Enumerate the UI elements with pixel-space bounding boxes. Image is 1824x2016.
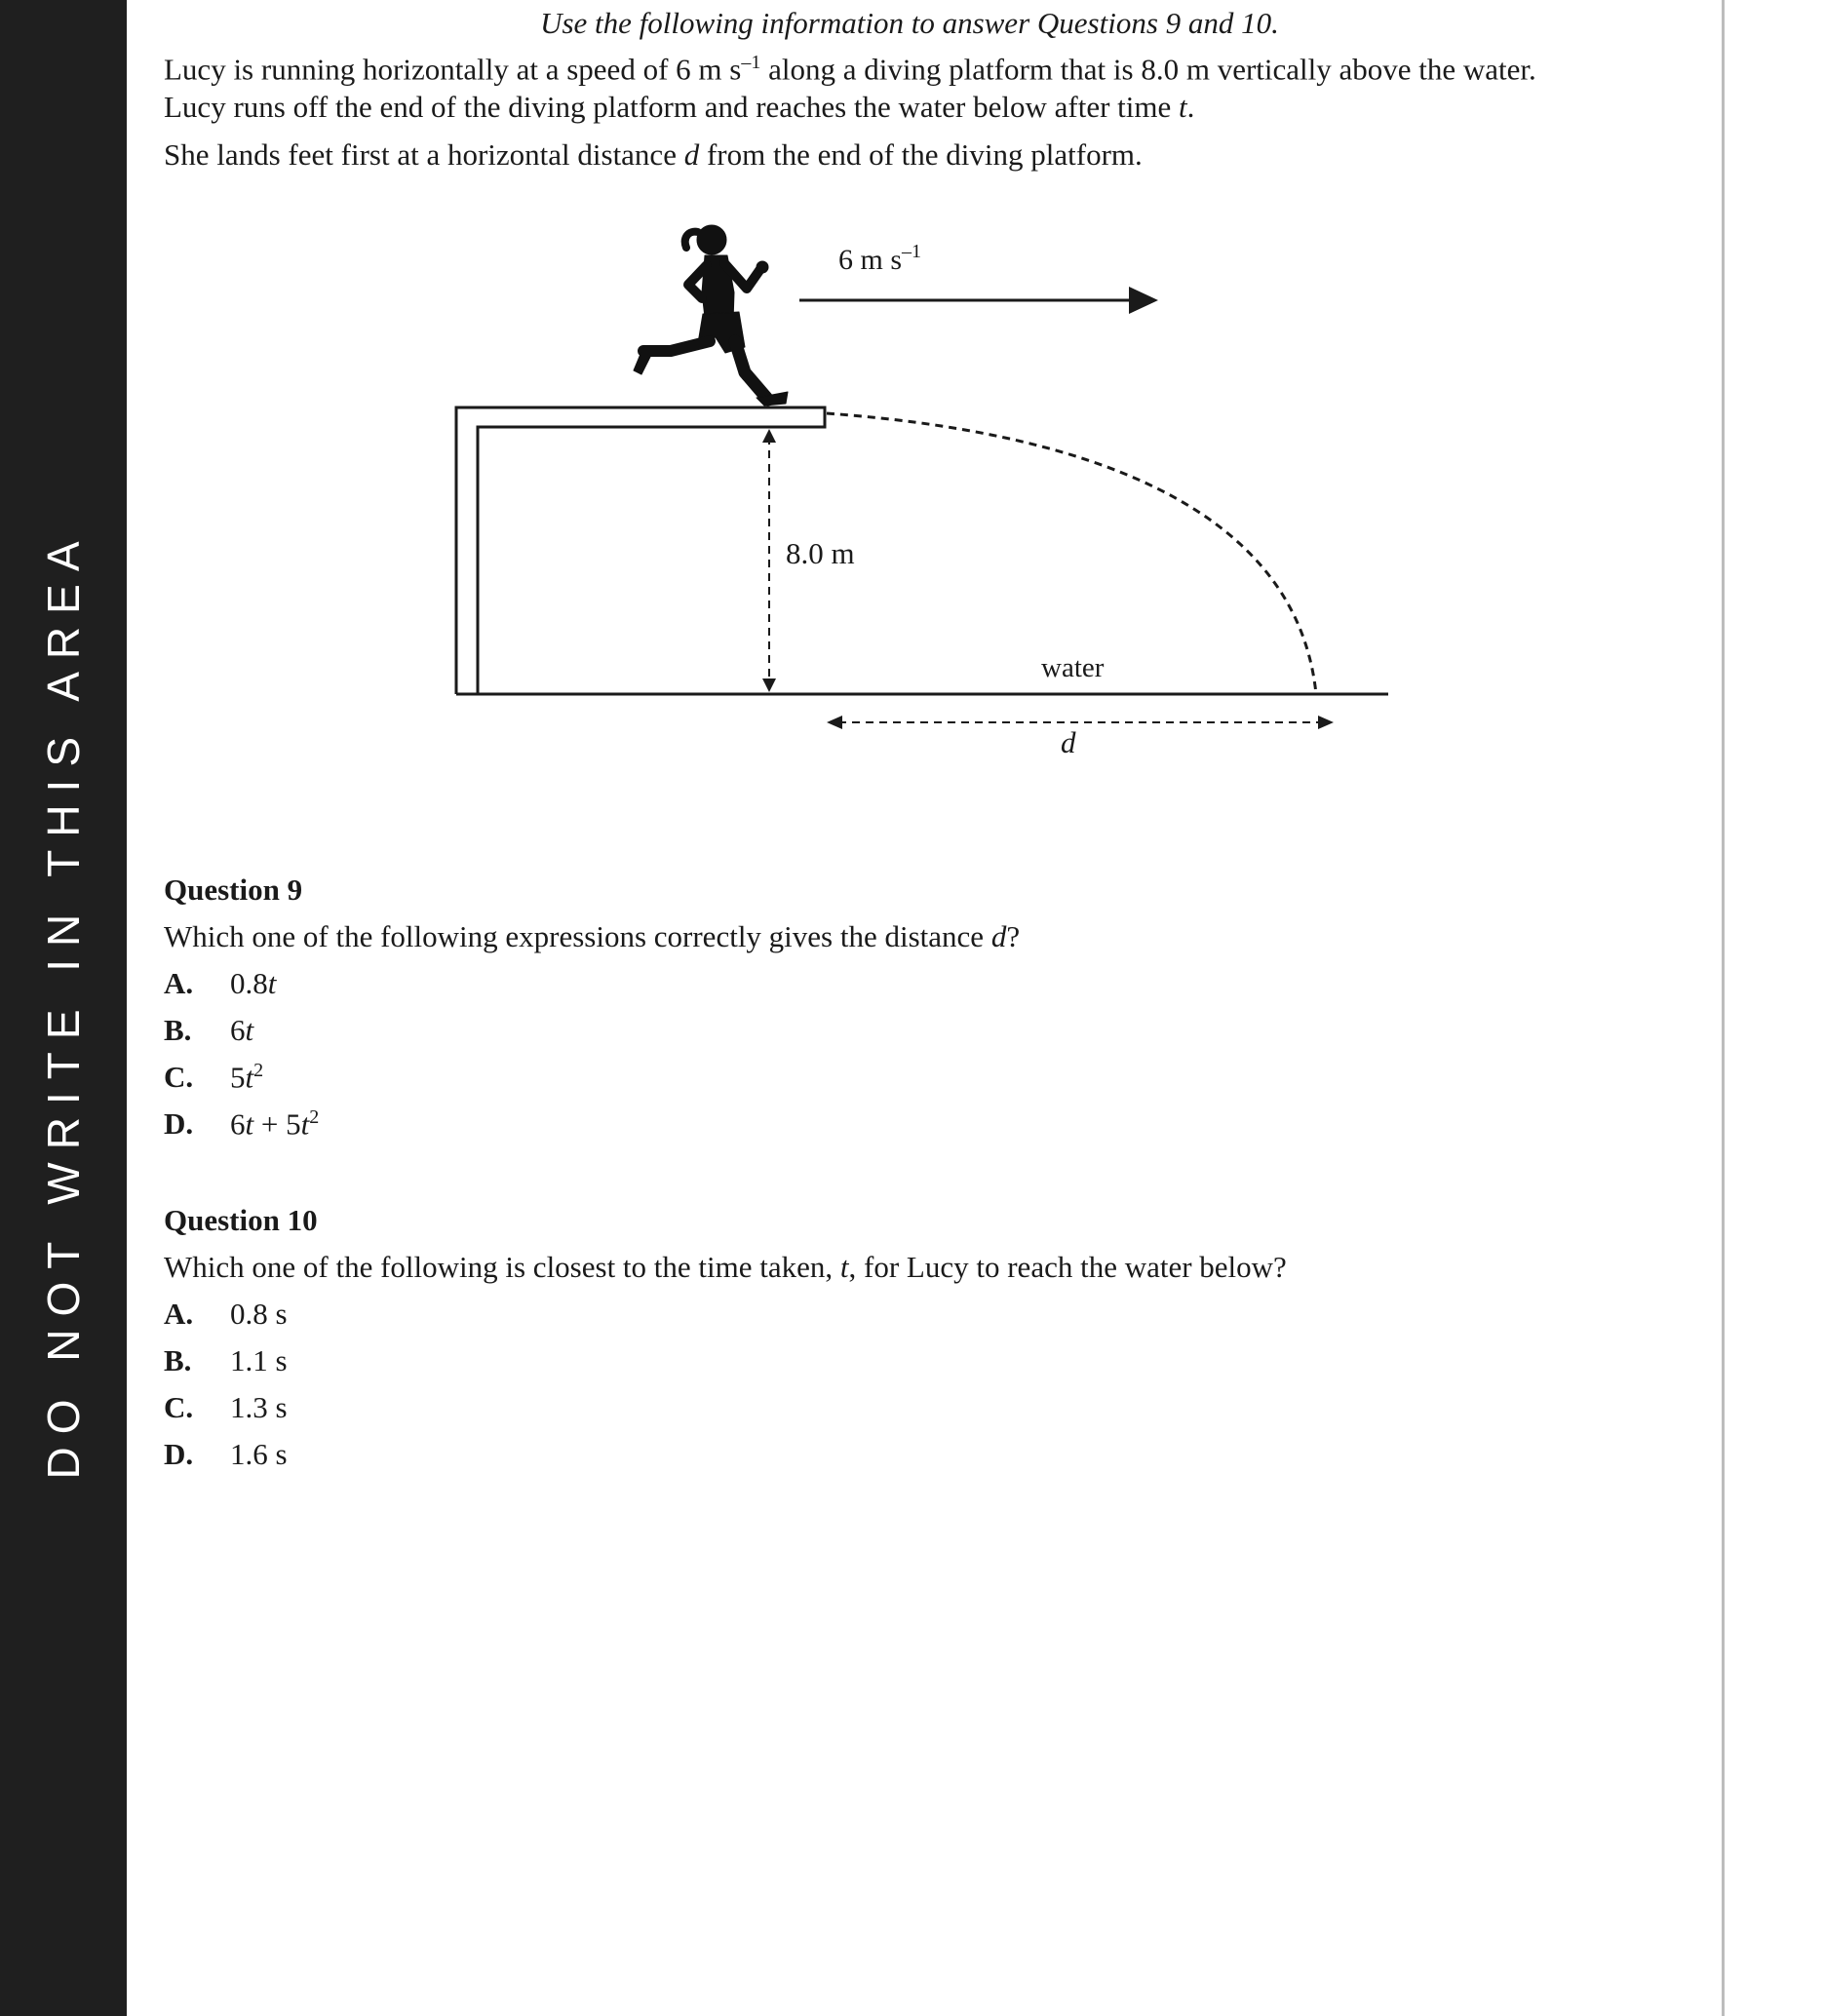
velocity-arrow-head: [1129, 287, 1158, 314]
option-exponent: 2: [253, 1060, 264, 1081]
speed-label-superscript: –1: [902, 241, 922, 262]
option-plus-term: + 5: [253, 1106, 301, 1142]
diving-platform-diagram: [164, 0, 1431, 780]
option-letter: B.: [164, 1013, 192, 1047]
option-variable: t: [300, 1106, 310, 1142]
option-letter: C.: [164, 1390, 194, 1424]
line3-text: She lands feet first at a horizontal distance: [164, 137, 684, 172]
question-9-text-start: Which one of the following expressions correctly gives the distance: [164, 919, 991, 953]
speed-label: [838, 241, 921, 276]
option-value: 1.1 s: [230, 1343, 288, 1377]
water-label: water: [1041, 652, 1105, 683]
question-9-option-c[interactable]: [164, 1060, 263, 1095]
question-10-text: [164, 1250, 1287, 1285]
option-variable: t: [245, 1013, 254, 1047]
option-variable: t: [245, 1060, 254, 1095]
question-10-variable: t: [839, 1250, 849, 1284]
question-10-title: Question 10: [164, 1203, 318, 1237]
question-9-option-a[interactable]: [164, 966, 276, 1001]
speed-label-text: 6 m s: [838, 244, 903, 276]
line3-variable: d: [683, 137, 700, 172]
distance-label: d: [1061, 725, 1076, 759]
right-margin-rule: [1722, 0, 1725, 2016]
option-coefficient: 5: [230, 1060, 246, 1095]
question-10-option-b[interactable]: [164, 1343, 288, 1378]
line3-text-end: from the end of the diving platform.: [699, 137, 1143, 172]
option-letter: C.: [164, 1060, 194, 1095]
option-coefficient: 0.8: [230, 966, 268, 1000]
line1-text: Lucy is running horizontally at a speed of 6 m s: [164, 52, 742, 87]
question-10-text-end: , for Lucy to reach the water below?: [848, 1250, 1287, 1284]
distance-arrow-right-head: [1318, 716, 1334, 729]
option-value: 1.6 s: [230, 1437, 288, 1471]
line2-text: Lucy runs off the end of the diving platform and reaches the water below after time: [164, 90, 1179, 124]
line2-text-end: .: [1186, 90, 1195, 124]
question-9-option-d[interactable]: [164, 1106, 319, 1142]
question-9-text-end: ?: [1006, 919, 1021, 953]
instruction-line: Use the following information to answer Questions 9 and 10.: [540, 6, 1279, 40]
question-10-option-c[interactable]: [164, 1390, 288, 1425]
option-value: 0.8 s: [230, 1297, 288, 1331]
option-letter: D.: [164, 1437, 194, 1471]
question-10-option-a[interactable]: [164, 1297, 288, 1332]
question-10-text-start: Which one of the following is closest to the time taken,: [164, 1250, 840, 1284]
option-coefficient: 6: [230, 1013, 246, 1047]
question-9-variable: d: [990, 919, 1007, 953]
question-9-title: Question 9: [164, 872, 303, 907]
option-value: 1.3 s: [230, 1390, 288, 1424]
line1-text-end: along a diving platform that is 8.0 m vertically above the water.: [760, 52, 1536, 87]
option-letter: D.: [164, 1106, 194, 1142]
do-not-write-text: DO NOT WRITE IN THIS AREA: [38, 528, 89, 1480]
height-label: 8.0 m: [786, 536, 855, 570]
runner-icon: [634, 225, 788, 406]
line2-variable: t: [1179, 90, 1187, 124]
height-arrow-top-head: [762, 429, 776, 443]
option-coefficient: 6: [230, 1106, 246, 1142]
line1-superscript: –1: [741, 52, 761, 73]
question-9-text: [164, 919, 1020, 954]
question-10-option-d[interactable]: [164, 1437, 288, 1472]
option-variable: t: [245, 1106, 254, 1142]
option-letter: A.: [164, 1297, 194, 1331]
option-exponent: 2: [309, 1106, 320, 1128]
option-variable: t: [267, 966, 277, 1000]
option-letter: B.: [164, 1343, 192, 1377]
do-not-write-band: [0, 0, 127, 2016]
distance-arrow-left-head: [827, 716, 842, 729]
option-letter: A.: [164, 966, 194, 1000]
question-9-option-b[interactable]: [164, 1013, 253, 1048]
height-arrow-bottom-head: [762, 678, 776, 692]
